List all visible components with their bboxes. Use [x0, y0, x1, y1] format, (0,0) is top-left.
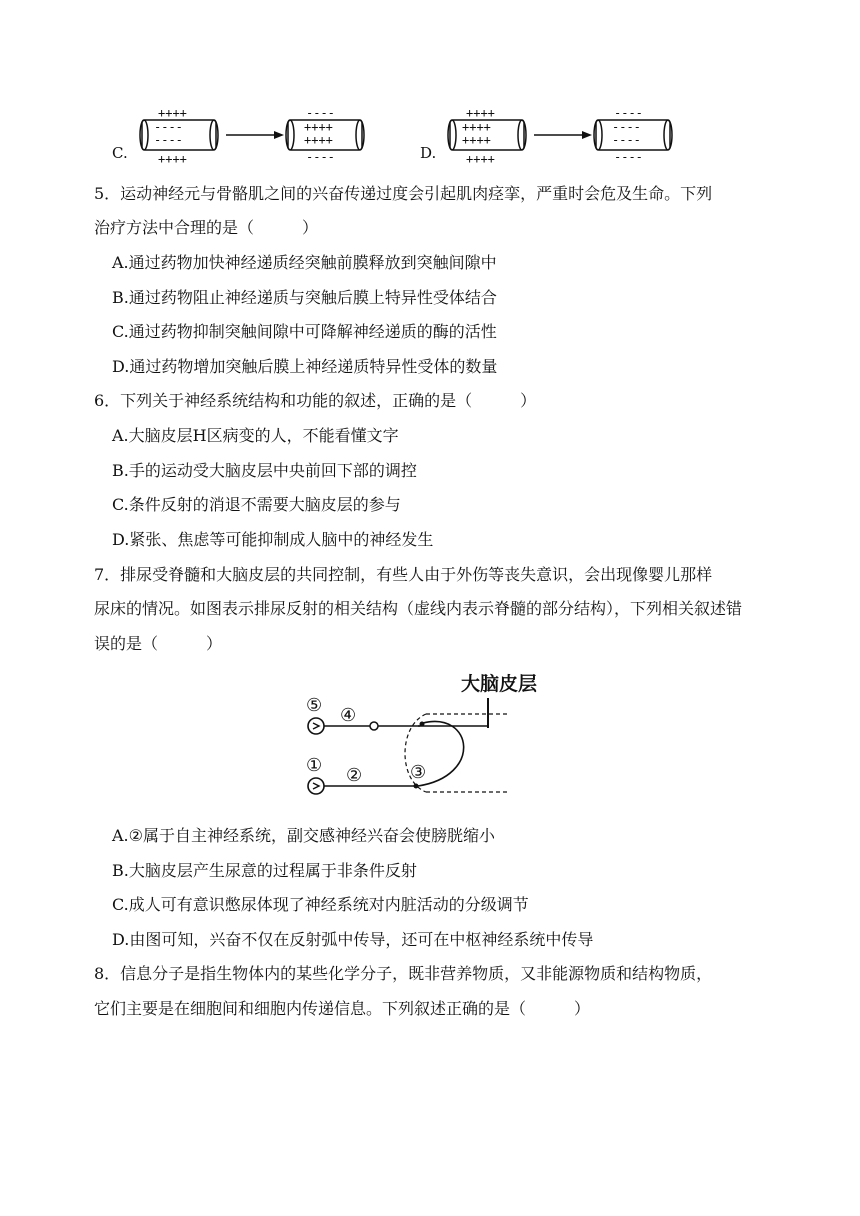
q7-stem-line3: 误的是（ ） — [94, 634, 223, 653]
q5-option-a: A.通过药物加快神经递质经突触前膜释放到突触间隙中 — [112, 253, 497, 272]
q7-stem-line2: 尿床的情况。如图表示排尿反射的相关结构（虚线内表示脊髓的部分结构），下列相关叙述错 — [94, 599, 743, 618]
q5-option-b: B.通过药物阻止神经递质与突触后膜上特异性受体结合 — [112, 288, 497, 307]
marker-1: ① — [306, 755, 323, 776]
q6-option-b: B.手的运动受大脑皮层中央前回下部的调控 — [112, 461, 417, 480]
q7-option-c: C.成人可有意识憋尿体现了神经系统对内脏活动的分级调节 — [112, 895, 529, 914]
svg-text:++++: ++++ — [304, 120, 333, 134]
option-d-label: D. — [420, 144, 437, 162]
marker-4: ④ — [340, 705, 357, 726]
q6-option-d: D.紧张、焦虑等可能抑制成人脑中的神经发生 — [112, 530, 434, 549]
svg-text:----: ---- — [614, 150, 643, 164]
option-d-diagram — [446, 106, 686, 166]
q6-option-c: C.条件反射的消退不需要大脑皮层的参与 — [112, 495, 401, 514]
cerebral-cortex-label: 大脑皮层 — [461, 673, 538, 695]
svg-text:----: ---- — [612, 133, 641, 147]
svg-text:++++: ++++ — [304, 133, 333, 147]
q7-option-b: B.大脑皮层产生尿意的过程属于非条件反射 — [112, 861, 417, 880]
q7-option-d: D.由图可知，兴奋不仅在反射弧中传导，还可在中枢神经系统中传导 — [112, 930, 594, 949]
q5-stem-line2: 治疗方法中合理的是（ ） — [94, 218, 319, 237]
svg-text:++++: ++++ — [462, 120, 491, 134]
svg-text:++++: ++++ — [466, 152, 495, 166]
nerve-fiber-figures — [0, 96, 860, 166]
svg-text:++++: ++++ — [466, 106, 495, 120]
q5-option-d: D.通过药物增加突触后膜上神经递质特异性受体的数量 — [112, 357, 498, 376]
q6-option-a: A.大脑皮层H区病变的人，不能看懂文字 — [112, 426, 399, 445]
option-c-label: C. — [112, 144, 128, 162]
svg-text:++++: ++++ — [462, 133, 491, 147]
marker-2: ② — [346, 765, 363, 786]
marker-5: ⑤ — [306, 695, 323, 716]
q5-option-c: C.通过药物抑制突触间隙中可降解神经递质的酶的活性 — [112, 322, 497, 341]
svg-text:----: ---- — [614, 106, 643, 120]
svg-text:----: ---- — [306, 106, 335, 120]
svg-text:++++: ++++ — [158, 106, 187, 120]
svg-text:----: ---- — [612, 120, 641, 134]
q7-stem-line1: 7．排尿受脊髓和大脑皮层的共同控制，有些人由于外伤等丧失意识，会出现像婴儿那样 — [94, 565, 713, 584]
urination-reflex-diagram — [298, 666, 570, 804]
svg-text:----: ---- — [306, 150, 335, 164]
option-c-diagram — [138, 106, 378, 166]
svg-text:----: ---- — [154, 120, 183, 134]
marker-3: ③ — [410, 762, 427, 783]
q6-stem: 6．下列关于神经系统结构和功能的叙述，正确的是（ ） — [94, 391, 537, 410]
q7-option-a: A.②属于自主神经系统，副交感神经兴奋会使膀胱缩小 — [112, 826, 495, 845]
q5-stem-line1: 5．运动神经元与骨骼肌之间的兴奋传递过度会引起肌肉痉挛，严重时会危及生命。下列 — [94, 184, 713, 203]
q8-stem-line2: 它们主要是在细胞间和细胞内传递信息。下列叙述正确的是（ ） — [94, 999, 591, 1018]
q8-stem-line1: 8．信息分子是指生物体内的某些化学分子，既非营养物质，又非能源物质和结构物质， — [94, 964, 713, 983]
svg-text:++++: ++++ — [158, 152, 187, 166]
svg-text:----: ---- — [154, 133, 183, 147]
